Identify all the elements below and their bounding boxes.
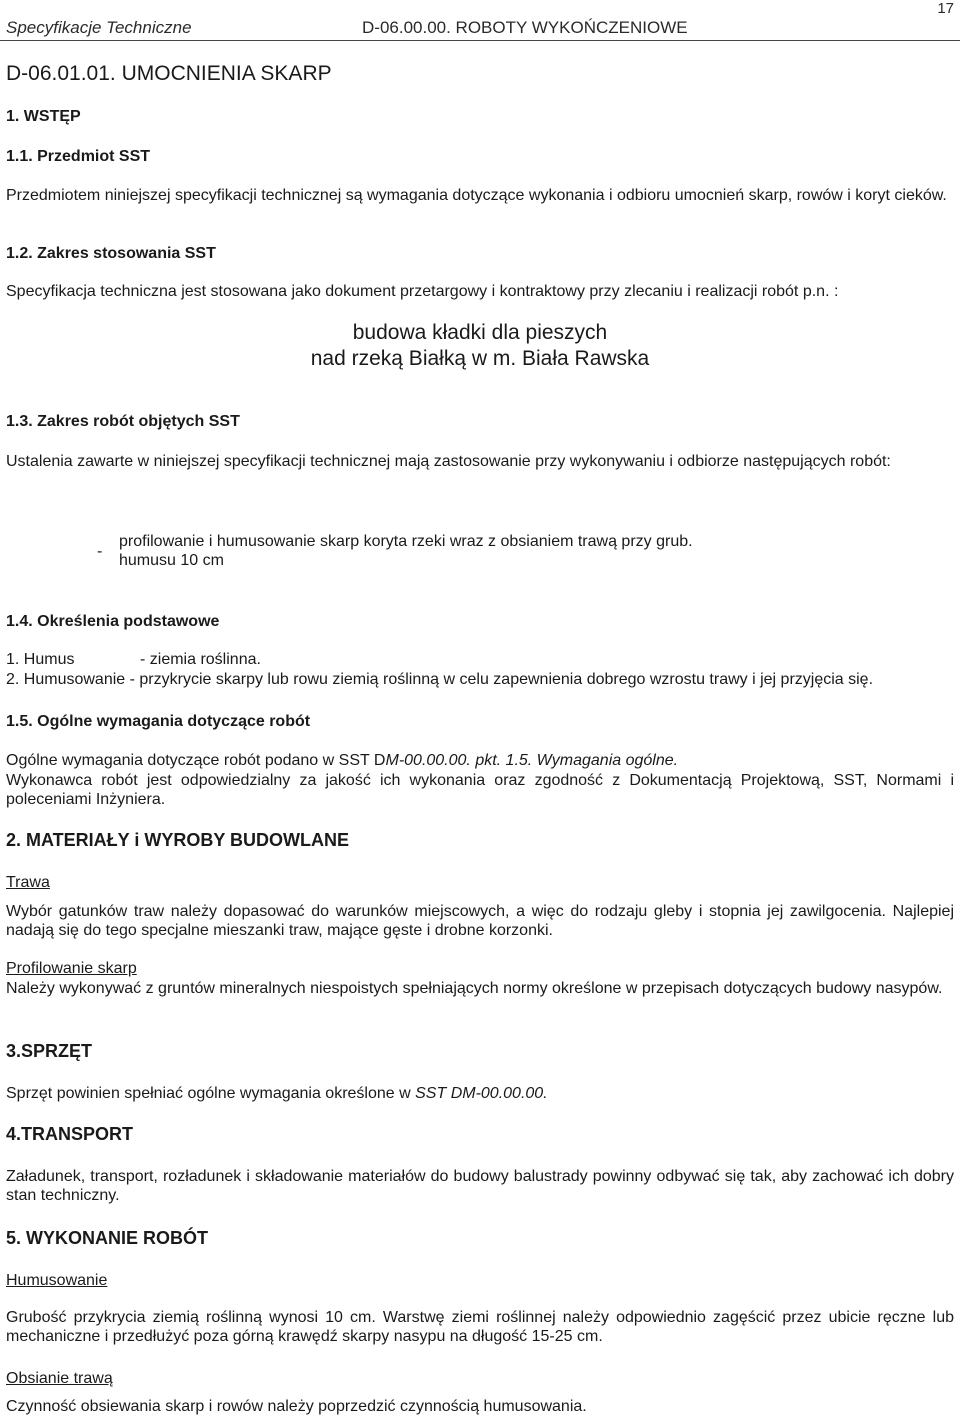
project-name-line-2: nad rzeką Białką w m. Biała Rawska	[310, 347, 650, 370]
project-name-line-1: budowa kładki dla pieszych	[352, 321, 608, 344]
section-1-3-text: Ustalenia zawarte w niniejszej specyfikacji technicznej mają zastosowanie przy wykonywaniu i odbiorze następujących robót:	[6, 453, 891, 470]
header-divider	[0, 40, 960, 41]
section-3-text-plain: Sprzęt powinien spełniać ogólne wymagania określone w	[6, 1085, 416, 1102]
trawa-text: Wybór gatunków traw należy dopasować do warunków miejscowych, a więc do rodzaju gleby i stopnia jej zawilgocenia. Najlepiej nadają się do tego specjalne mieszanki traw, mające gęste i drobne korzonki.	[6, 903, 954, 939]
definition-1-term: 1. Humus	[6, 651, 75, 668]
section-1-5-text-1	[6, 751, 678, 770]
bullet-dash: -	[97, 543, 103, 560]
section-1-5-text-1-plain: Ogólne wymagania dotyczące robót podano w SST D	[6, 752, 386, 769]
document-title: D-06.01.01. UMOCNIENIA SKARP	[6, 62, 332, 85]
section-4-heading: 4.TRANSPORT	[6, 1124, 134, 1144]
section-1-5-heading: 1.5. Ogólne wymagania dotyczące robót	[6, 713, 311, 730]
profilowanie-label: Profilowanie skarp	[6, 960, 137, 977]
section-1-5-text-1-italic: M-00.00.00. pkt. 1.5. Wymagania ogólne.	[385, 752, 679, 769]
section-3-text	[6, 1084, 548, 1103]
page-header	[0, 0, 960, 44]
section-1-5-text-2: Wykonawca robót jest odpowiedzialny za jakość ich wykonania oraz zgodność z Dokumentacją Projektową, SST, Normami i poleceniami Inżyniera.	[6, 772, 954, 808]
section-1-2-heading: 1.2. Zakres stosowania SST	[6, 245, 216, 262]
section-4-text: Załadunek, transport, rozładunek i składowanie materiałów do budowy balustrady powinny odbywać się tak, aby zachować ich dobry stan techniczny.	[6, 1168, 954, 1204]
section-3-text-italic: SST DM-00.00.00.	[415, 1085, 548, 1102]
page-number: 17	[937, 0, 954, 17]
definition-2: 2. Humusowanie - przykrycie skarpy lub rowu ziemią roślinną w celu zapewnienia dobrego wzrostu trawy i jej przyjęcia się.	[6, 671, 874, 688]
section-1-2-text: Specyfikacja techniczna jest stosowana jako dokument przetargowy i kontraktowy przy zlecaniu i realizacji robót p.n. :	[6, 283, 839, 300]
trawa-label: Trawa	[6, 874, 50, 891]
humusowanie-text: Grubość przykrycia ziemią roślinną wynosi 10 cm. Warstwę ziemi roślinnej należy odpowiednio zagęścić przez ubicie ręczne lub mechaniczne i przedłużyć poza górną krawędź skarpy nasypu na długość 15-25 cm.	[6, 1309, 954, 1345]
section-1-heading: 1. WSTĘP	[6, 108, 81, 125]
section-1-3-heading: 1.3. Zakres robót objętych SST	[6, 413, 240, 430]
bullet-line-2: humusu 10 cm	[119, 552, 224, 569]
header-spec-title: Specyfikacje Techniczne	[6, 18, 192, 37]
header-chapter-title: D-06.00.00. ROBOTY WYKOŃCZENIOWE	[362, 18, 688, 37]
humusowanie-label: Humusowanie	[6, 1272, 108, 1289]
section-3-heading: 3.SPRZĘT	[6, 1041, 93, 1061]
section-2-heading: 2. MATERIAŁY i WYROBY BUDOWLANE	[6, 830, 350, 850]
section-1-1-heading: 1.1. Przedmiot SST	[6, 148, 151, 165]
definition-1-text: - ziemia roślinna.	[140, 651, 261, 668]
section-1-4-heading: 1.4. Określenia podstawowe	[6, 613, 220, 630]
obsianie-text: Czynność obsiewania skarp i rowów należy poprzedzić czynnością humusowania.	[6, 1398, 587, 1415]
section-5-heading: 5. WYKONANIE ROBÓT	[6, 1228, 209, 1248]
profilowanie-text: Należy wykonywać z gruntów mineralnych niespoistych spełniających normy określone w przepisach dotyczących budowy nasypów.	[6, 980, 943, 997]
obsianie-label: Obsianie trawą	[6, 1370, 113, 1387]
section-1-1-text: Przedmiotem niniejszej specyfikacji technicznej są wymagania dotyczące wykonania i odbioru umocnień skarp, rowów i koryt cieków.	[6, 187, 947, 204]
bullet-line-1: profilowanie i humusowanie skarp koryta rzeki wraz z obsianiem trawą przy grub.	[119, 533, 693, 550]
